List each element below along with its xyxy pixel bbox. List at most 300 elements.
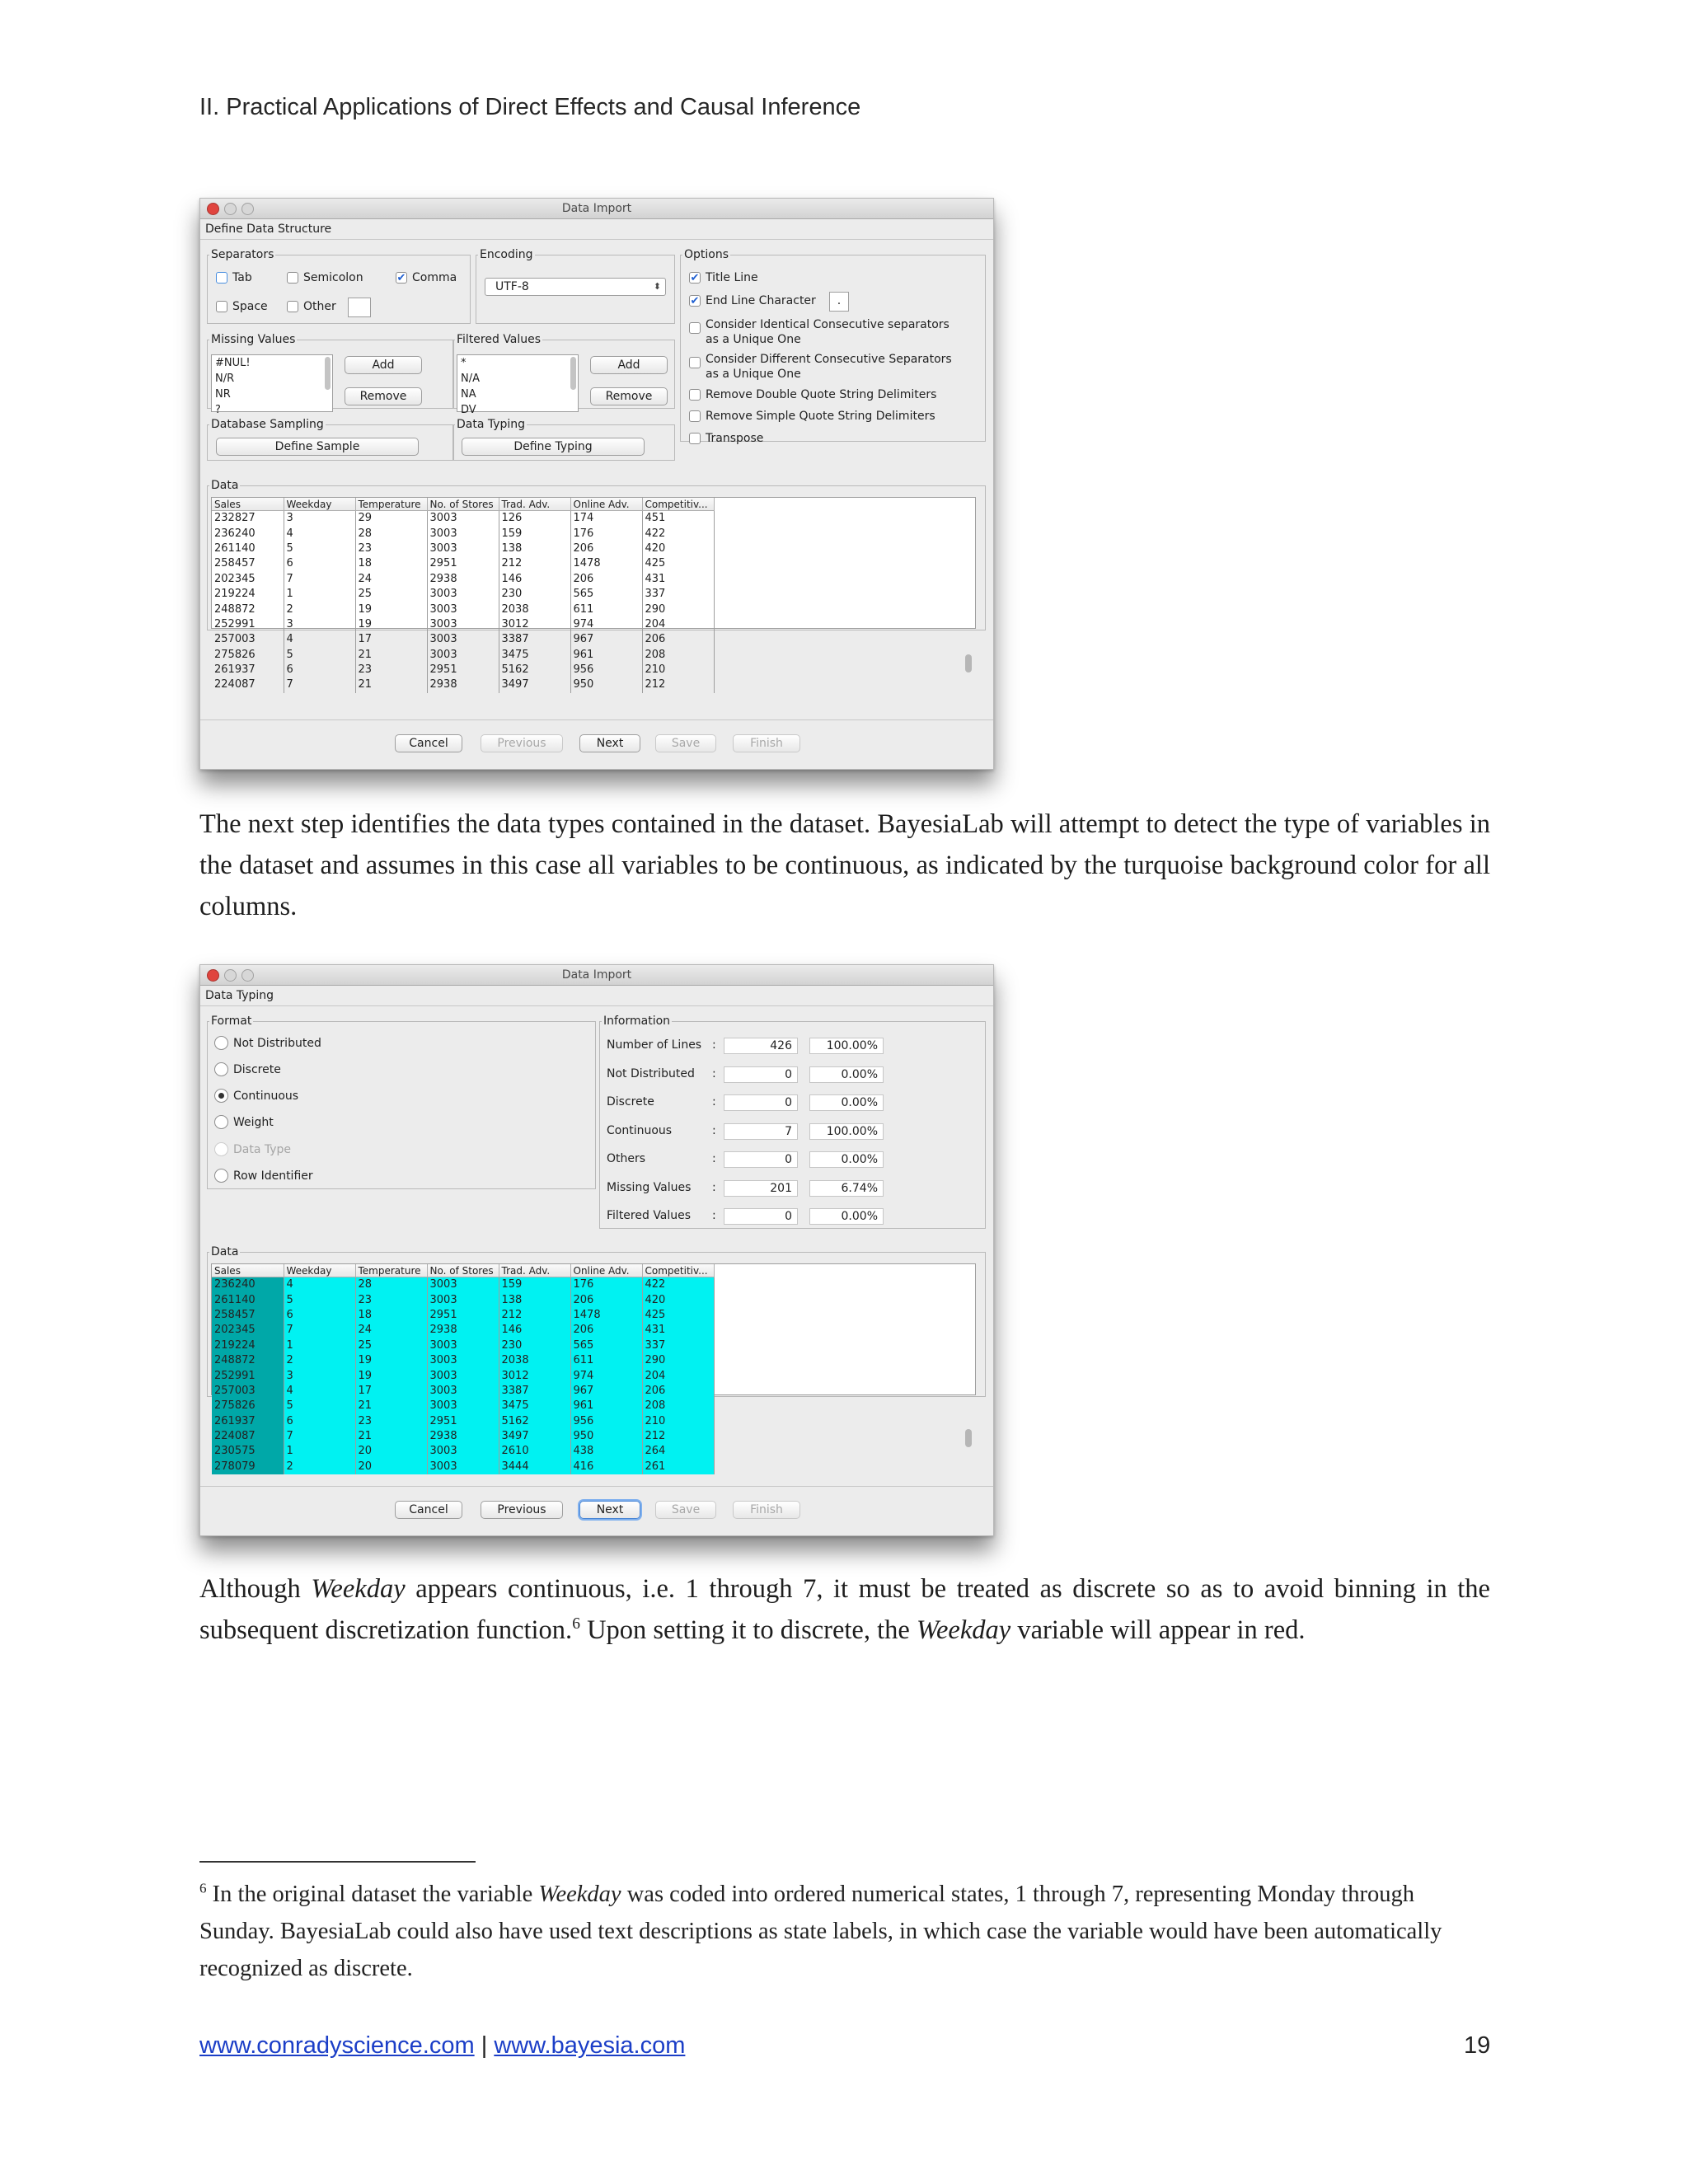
table-row[interactable] [212,526,714,541]
table-cell[interactable]: 3003 [427,648,499,663]
table-cell[interactable]: 2951 [427,556,499,571]
table-cell[interactable]: 208 [642,1399,714,1413]
separators-group [207,248,471,324]
missing-values-legend: Missing Values [211,333,296,346]
table-cell[interactable]: 5 [284,541,355,556]
table-row[interactable] [212,632,714,647]
define-sample-button[interactable]: Define Sample [216,438,419,456]
separator-semicolon-checkbox[interactable]: Semicolon [287,271,363,284]
info-count: 201 [724,1180,798,1197]
table-cell[interactable]: 3444 [499,1460,570,1474]
close-window-button[interactable] [207,969,219,982]
table-cell[interactable]: 3003 [427,587,499,602]
table-cell[interactable]: 1 [284,1338,355,1353]
table-cell[interactable]: 6 [284,663,355,677]
table-cell[interactable]: 967 [570,1384,642,1399]
minimize-window-button[interactable] [224,203,237,215]
table-cell[interactable]: 4 [284,1384,355,1399]
missing-values-group [207,333,454,416]
table-cell[interactable]: 257003 [212,1384,284,1399]
table-cell[interactable]: 3003 [427,1368,499,1383]
table-row[interactable] [212,1460,714,1474]
separator-other-checkbox[interactable]: Other [287,300,336,313]
table-cell[interactable]: 21 [355,648,427,663]
information-group [599,1015,986,1229]
info-label: Discrete [607,1095,654,1108]
table-cell[interactable]: 2938 [427,677,499,692]
end-line-character-input[interactable]: . [829,292,849,312]
info-percent: 0.00% [809,1066,884,1083]
table-cell[interactable]: 3003 [427,602,499,616]
table-row[interactable] [212,556,714,571]
separator-space-checkbox[interactable]: Space [216,300,268,313]
table-cell[interactable]: 5 [284,1292,355,1307]
table-cell[interactable]: 337 [642,587,714,602]
table-cell[interactable]: 4 [284,526,355,541]
table-row[interactable] [212,1384,714,1399]
table-cell[interactable]: 7 [284,572,355,587]
table-cell[interactable]: 3003 [427,617,499,632]
table-cell[interactable]: 611 [570,602,642,616]
close-window-button[interactable] [207,203,219,215]
table-cell[interactable]: 261937 [212,663,284,677]
table-row[interactable] [212,1277,714,1293]
data-import-dialog-structure [199,198,994,770]
table-cell[interactable]: 126 [499,511,570,527]
table-cell[interactable]: 950 [570,677,642,692]
select-arrows-icon: ⬍ [653,281,661,292]
table-cell[interactable]: 17 [355,632,427,647]
data-typing-group [452,418,675,461]
table-cell[interactable]: 1478 [570,1308,642,1323]
table-cell[interactable]: 950 [570,1429,642,1444]
table-row[interactable] [212,677,714,692]
list-scrollbar[interactable] [570,357,576,390]
table-cell[interactable]: 224087 [212,1429,284,1444]
table-cell[interactable]: 206 [642,632,714,647]
list-scrollbar[interactable] [325,357,331,390]
transpose-checkbox[interactable]: Transpose [689,432,763,445]
table-cell[interactable]: 176 [570,526,642,541]
finish-button[interactable]: Finish [733,734,800,752]
table-cell[interactable]: 202345 [212,572,284,587]
list-item[interactable]: NR [215,388,231,401]
list-item[interactable]: N/R [215,373,235,385]
table-cell[interactable]: 206 [570,541,642,556]
table-row[interactable] [212,1429,714,1444]
table-cell[interactable]: 565 [570,587,642,602]
running-head: II. Practical Applications of Direct Effects and Causal Inference [199,94,861,120]
table-row[interactable] [212,1338,714,1353]
table-cell[interactable]: 5162 [499,663,570,677]
info-colon: : [712,1152,716,1165]
table-cell[interactable]: 232827 [212,511,284,527]
table-cell[interactable]: 206 [570,1292,642,1307]
format-not-distributed-radio[interactable]: Not Distributed [214,1036,321,1050]
table-cell[interactable]: 29 [355,511,427,527]
table-cell[interactable]: 3003 [427,541,499,556]
table-cell[interactable]: 6 [284,1308,355,1323]
table-row[interactable] [212,1444,714,1459]
table-cell[interactable]: 2951 [427,663,499,677]
table-cell[interactable]: 23 [355,1414,427,1429]
table-row[interactable] [212,587,714,602]
table-scrollbar[interactable] [965,654,972,673]
table-cell[interactable]: 202345 [212,1323,284,1338]
table-cell[interactable]: 2938 [427,572,499,587]
table-cell[interactable]: 212 [642,677,714,692]
table-cell[interactable]: 20 [355,1460,427,1474]
table-cell[interactable]: 248872 [212,602,284,616]
table-cell[interactable]: 974 [570,1368,642,1383]
table-cell[interactable]: 425 [642,556,714,571]
table-cell[interactable]: 146 [499,572,570,587]
table-cell[interactable]: 23 [355,1292,427,1307]
table-cell[interactable]: 3003 [427,1353,499,1368]
data-preview-table[interactable] [211,497,976,691]
table-cell[interactable]: 3 [284,511,355,527]
table-cell[interactable]: 224087 [212,677,284,692]
table-cell[interactable]: 3003 [427,1444,499,1459]
table-cell[interactable]: 961 [570,1399,642,1413]
table-cell[interactable]: 422 [642,526,714,541]
table-cell[interactable]: 19 [355,1353,427,1368]
table-cell[interactable]: 146 [499,1323,570,1338]
previous-button[interactable]: Previous [481,734,563,752]
table-cell[interactable]: 23 [355,663,427,677]
info-percent: 0.00% [809,1151,884,1168]
format-row-identifier-radio[interactable]: Row Identifier [214,1169,313,1183]
different-separators-checkbox[interactable]: Consider Different Consecutive Separators as a Unique One [689,352,952,382]
table-cell[interactable]: 257003 [212,632,284,647]
table-cell[interactable]: 2038 [499,1353,570,1368]
table-cell[interactable]: 5 [284,1399,355,1413]
table-cell[interactable]: 3003 [427,511,499,527]
finish-button[interactable]: Finish [733,1501,800,1519]
table-cell[interactable]: 2938 [427,1323,499,1338]
table-scrollbar[interactable] [965,1429,972,1447]
table-row[interactable] [212,1292,714,1307]
zoom-window-button[interactable] [241,203,254,215]
table-cell[interactable]: 159 [499,526,570,541]
remove-double-quote-checkbox[interactable]: Remove Double Quote String Delimiters [689,388,936,401]
table-cell[interactable]: 258457 [212,1308,284,1323]
table-cell[interactable]: 3003 [427,1338,499,1353]
column-header[interactable]: Temperature [355,1264,427,1277]
table-cell[interactable]: 3387 [499,1384,570,1399]
table-cell[interactable]: 21 [355,1399,427,1413]
table-cell[interactable]: 3497 [499,1429,570,1444]
table-cell[interactable]: 24 [355,572,427,587]
list-item[interactable]: N/A [461,373,480,385]
cancel-button[interactable]: Cancel [395,1501,462,1519]
table-cell[interactable]: 206 [570,572,642,587]
filtered-remove-button[interactable]: Remove [590,387,668,405]
step-title: Define Data Structure [200,219,993,240]
table-row[interactable] [212,572,714,587]
table-row[interactable] [212,1308,714,1323]
table-cell[interactable]: 17 [355,1384,427,1399]
variable-name: Weekday [311,1574,406,1604]
table-cell[interactable]: 1 [284,1444,355,1459]
column-header[interactable]: Sales [212,1264,284,1277]
separator-other-input[interactable] [348,298,371,317]
table-cell[interactable]: 261 [642,1460,714,1474]
format-data-type-radio[interactable]: Data Type [214,1142,291,1156]
table-cell[interactable]: 18 [355,1308,427,1323]
table-cell[interactable]: 431 [642,572,714,587]
table-cell[interactable]: 4 [284,632,355,647]
title-line-checkbox[interactable]: ✔ Title Line [690,271,758,284]
table-row[interactable] [212,1353,714,1368]
table-cell[interactable]: 21 [355,677,427,692]
window-titlebar[interactable] [200,965,993,986]
table-cell[interactable]: 431 [642,1323,714,1338]
table-cell[interactable]: 565 [570,1338,642,1353]
table-cell[interactable]: 204 [642,617,714,632]
info-count: 0 [724,1208,798,1225]
table-cell[interactable]: 2 [284,1353,355,1368]
table-cell[interactable]: 275826 [212,648,284,663]
table-cell[interactable]: 261140 [212,541,284,556]
table-cell[interactable]: 1478 [570,556,642,571]
table-cell[interactable]: 967 [570,632,642,647]
table-cell[interactable]: 7 [284,1429,355,1444]
column-header[interactable]: No. of Stores [427,1264,499,1277]
table-cell[interactable]: 219224 [212,587,284,602]
table-cell[interactable]: 212 [499,556,570,571]
table-cell[interactable]: 19 [355,617,427,632]
table-cell[interactable]: 264 [642,1444,714,1459]
table-cell[interactable]: 248872 [212,1353,284,1368]
table-cell[interactable]: 3497 [499,677,570,692]
column-header[interactable]: Competitiv... [642,498,714,511]
bayesia-link[interactable]: www.bayesia.com [494,2032,686,2059]
list-item[interactable]: ? [215,404,221,416]
table-row[interactable] [212,511,714,527]
table-cell[interactable]: 230 [499,1338,570,1353]
table-cell[interactable]: 210 [642,1414,714,1429]
table-cell[interactable]: 258457 [212,556,284,571]
conradyscience-link[interactable]: www.conradyscience.com [199,2032,475,2059]
table-cell[interactable]: 19 [355,602,427,616]
separator-tab-checkbox[interactable]: Tab [216,271,252,284]
table-cell[interactable]: 2038 [499,602,570,616]
table-cell[interactable]: 3012 [499,617,570,632]
table-row[interactable] [212,617,714,632]
table-cell[interactable]: 4 [284,1277,355,1293]
table-cell[interactable]: 5162 [499,1414,570,1429]
table-cell[interactable]: 422 [642,1277,714,1293]
format-discrete-radio[interactable]: Discrete [214,1062,281,1076]
table-cell[interactable]: 2610 [499,1444,570,1459]
table-cell[interactable]: 18 [355,556,427,571]
filtered-add-button[interactable]: Add [590,356,668,374]
info-colon: : [712,1180,716,1194]
table-cell[interactable]: 438 [570,1444,642,1459]
format-weight-radio[interactable]: Weight [214,1115,274,1129]
table-cell[interactable]: 956 [570,1414,642,1429]
column-header[interactable]: Temperature [355,498,427,511]
table-cell[interactable]: 3003 [427,1399,499,1413]
table-cell[interactable]: 3387 [499,632,570,647]
table-cell[interactable]: 290 [642,602,714,616]
table-cell[interactable]: 420 [642,1292,714,1307]
previous-button[interactable]: Previous [481,1501,563,1519]
table-cell[interactable]: 416 [570,1460,642,1474]
table-cell[interactable]: 159 [499,1277,570,1293]
column-header[interactable]: Trad. Adv. [499,1264,570,1277]
table-cell[interactable]: 3003 [427,632,499,647]
identical-separators-checkbox[interactable]: Consider Identical Consecutive separators as a Unique One [689,317,950,347]
table-cell[interactable]: 425 [642,1308,714,1323]
window-titlebar[interactable] [200,199,993,219]
format-continuous-radio[interactable]: Continuous [214,1089,298,1103]
data-typing-legend: Data Typing [457,418,526,431]
table-cell[interactable]: 290 [642,1353,714,1368]
table-cell[interactable]: 451 [642,511,714,527]
table-cell[interactable]: 3003 [427,1460,499,1474]
table-cell[interactable]: 961 [570,648,642,663]
table-row[interactable] [212,541,714,556]
table-cell[interactable]: 2938 [427,1429,499,1444]
missing-add-button[interactable]: Add [345,356,422,374]
table-cell[interactable]: 25 [355,1338,427,1353]
next-button[interactable]: Next [579,734,640,752]
table-cell[interactable]: 252991 [212,1368,284,1383]
column-header[interactable]: Online Adv. [570,498,642,511]
table-cell[interactable]: 204 [642,1368,714,1383]
missing-values-list[interactable] [211,354,333,416]
define-typing-button[interactable]: Define Typing [462,438,645,456]
table-row[interactable] [212,1414,714,1429]
table-cell[interactable]: 212 [642,1429,714,1444]
table-cell[interactable]: 3003 [427,1292,499,1307]
data-preview-table[interactable] [211,1263,976,1473]
column-header[interactable]: Competitiv... [642,1264,714,1277]
table-row[interactable] [212,648,714,663]
next-button[interactable]: Next [579,1501,640,1519]
table-cell[interactable]: 420 [642,541,714,556]
encoding-select[interactable]: UTF-8 ⬍ [485,278,666,296]
info-label: Number of Lines [607,1038,702,1052]
table-row[interactable] [212,1323,714,1338]
table-cell[interactable]: 219224 [212,1338,284,1353]
column-header[interactable]: Weekday [284,498,355,511]
table-cell[interactable]: 6 [284,1414,355,1429]
table-cell[interactable]: 3003 [427,526,499,541]
column-header[interactable]: Sales [212,498,284,511]
table-cell[interactable]: 138 [499,541,570,556]
column-header[interactable]: Weekday [284,1264,355,1277]
save-button[interactable]: Save [655,734,716,752]
missing-remove-button[interactable]: Remove [345,387,422,405]
table-cell[interactable]: 208 [642,648,714,663]
table-cell[interactable]: 236240 [212,1277,284,1293]
filtered-values-list[interactable] [457,354,579,416]
table-cell[interactable]: 206 [642,1384,714,1399]
minimize-window-button[interactable] [224,969,237,982]
table-cell[interactable]: 19 [355,1368,427,1383]
table-cell[interactable]: 28 [355,526,427,541]
table-cell[interactable]: 252991 [212,617,284,632]
table-cell[interactable]: 7 [284,1323,355,1338]
table-cell[interactable]: 20 [355,1444,427,1459]
table-row[interactable] [212,1399,714,1413]
separator-comma-checkbox[interactable]: ✔ Comma [396,271,457,284]
table-cell[interactable]: 210 [642,663,714,677]
table-cell[interactable]: 275826 [212,1399,284,1413]
table-row[interactable] [212,602,714,616]
table-row[interactable] [212,663,714,677]
list-item[interactable]: DV [461,404,476,416]
table-cell[interactable]: 212 [499,1308,570,1323]
table-cell[interactable]: 24 [355,1323,427,1338]
table-cell[interactable]: 3475 [499,648,570,663]
end-line-character-checkbox[interactable]: ✔ End Line Character [690,294,816,307]
table-cell[interactable]: 23 [355,541,427,556]
column-header[interactable]: Trad. Adv. [499,498,570,511]
table-cell[interactable]: 3 [284,1368,355,1383]
options-group [680,248,986,445]
table-cell[interactable]: 138 [499,1292,570,1307]
zoom-window-button[interactable] [241,969,254,982]
table-cell[interactable]: 3012 [499,1368,570,1383]
table-cell[interactable]: 3003 [427,1277,499,1293]
table-cell[interactable]: 956 [570,663,642,677]
table-cell[interactable]: 230575 [212,1444,284,1459]
table-cell[interactable]: 261937 [212,1414,284,1429]
table-cell[interactable]: 2 [284,1460,355,1474]
table-cell[interactable]: 6 [284,556,355,571]
list-item[interactable]: * [461,357,467,369]
table-cell[interactable]: 261140 [212,1292,284,1307]
table-cell[interactable]: 3475 [499,1399,570,1413]
table-cell[interactable]: 337 [642,1338,714,1353]
table-cell[interactable]: 25 [355,587,427,602]
table-cell[interactable]: 2 [284,602,355,616]
table-cell[interactable]: 7 [284,677,355,692]
table-cell[interactable]: 974 [570,617,642,632]
table-cell[interactable]: 21 [355,1429,427,1444]
table-cell[interactable]: 176 [570,1277,642,1293]
table-header-row [212,1264,714,1277]
list-item[interactable]: NA [461,388,476,401]
table-cell[interactable]: 5 [284,648,355,663]
table-cell[interactable]: 611 [570,1353,642,1368]
table-cell[interactable]: 2951 [427,1414,499,1429]
save-button[interactable]: Save [655,1501,716,1519]
column-header[interactable]: No. of Stores [427,498,499,511]
table-cell[interactable]: 206 [570,1323,642,1338]
remove-simple-quote-checkbox[interactable]: Remove Simple Quote String Delimiters [689,410,935,423]
table-cell[interactable]: 3 [284,617,355,632]
table-cell[interactable]: 236240 [212,526,284,541]
table-cell[interactable]: 278079 [212,1460,284,1474]
table-cell[interactable]: 1 [284,587,355,602]
table-cell[interactable]: 2951 [427,1308,499,1323]
info-label: Continuous [607,1123,673,1137]
table-cell[interactable]: 174 [570,511,642,527]
cancel-button[interactable]: Cancel [395,734,462,752]
table-cell[interactable]: 28 [355,1277,427,1293]
footnote-reference[interactable]: 6 [572,1615,580,1633]
table-row[interactable] [212,1368,714,1383]
table-cell[interactable]: 230 [499,587,570,602]
column-header[interactable]: Online Adv. [570,1264,642,1277]
list-item[interactable]: #NUL! [215,357,251,369]
table-cell[interactable]: 3003 [427,1384,499,1399]
